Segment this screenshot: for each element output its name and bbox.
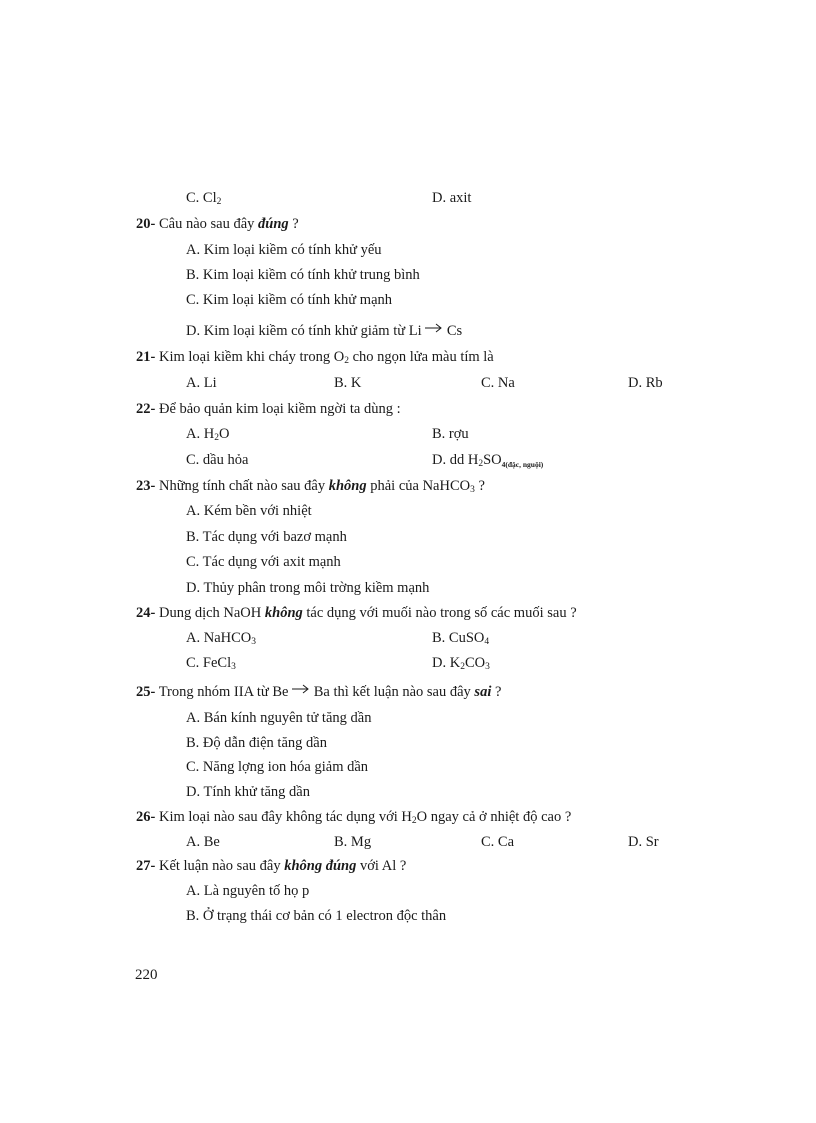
q19-option-c: C. $Cl_2$: [186, 190, 222, 207]
q26-option-d: D. Sr: [628, 834, 659, 850]
q24-option-c: C. FeCl$_3$: [186, 655, 236, 672]
q24-question: 24- Dung dịch NaOH không tác dụng với muối nào trong số các muối sau ?: [136, 605, 577, 621]
q19-option-d: D. axit: [432, 190, 472, 206]
q21-option-c: C. Na: [481, 375, 515, 391]
q21-question: 21- Kim loại kiềm khi cháy trong $O_2$ cho ngọn lửa màu tím là: [136, 349, 494, 366]
q22-option-b: B. rợu: [432, 426, 469, 442]
q23-option-d: D. Thủy phân trong môi trờng kiềm mạnh: [186, 580, 430, 596]
q22-question: 22- Để bảo quản kim loại kiềm ngời ta dùng :: [136, 401, 401, 417]
q21-option-a: A. Li: [186, 375, 217, 391]
q26-question: 26- Kim loại nào sau đây không tác dụng với $H_2O$ ngay cả ở nhiệt độ cao ?: [136, 809, 572, 826]
q25-option-b: B. Độ dẫn điện tăng dần: [186, 735, 327, 751]
q22-option-a: A. $H_2O$: [186, 426, 230, 443]
q25-question: 25- Trong nhóm IIA từ Be Ba thì kết luận nào sau đây sai ?: [136, 684, 502, 700]
q24-option-a: A. NaHCO$_3$: [186, 630, 256, 647]
q22-option-c: C. dầu hỏa: [186, 452, 249, 468]
q23-option-c: C. Tác dụng với axit mạnh: [186, 554, 341, 570]
q20-option-c: C. Kim loại kiềm có tính khử mạnh: [186, 292, 393, 308]
q27-question: 27- Kết luận nào sau đây không đúng với Al ?: [136, 858, 407, 874]
q20-option-d: D. Kim loại kiềm có tính khử giảm từ Li Cs: [186, 323, 463, 339]
page-number: 220: [135, 967, 158, 983]
q24-option-b: B. CuSO$_4$: [432, 630, 490, 647]
q20-option-b: B. Kim loại kiềm có tính khử trung bình: [186, 267, 420, 283]
q21-option-b: B. K: [334, 375, 362, 391]
q23-question: 23- Những tính chất nào sau đây không phải của NaHCO$_3$ ?: [136, 478, 485, 495]
q23-option-b: B. Tác dụng với bazơ mạnh: [186, 529, 347, 545]
q26-option-c: C. Ca: [481, 834, 515, 850]
q27-option-b: B. Ở trạng thái cơ bản có 1 electron độc thân: [186, 908, 447, 924]
q26-option-a: A. Be: [186, 834, 220, 850]
q26-option-b: B. Mg: [334, 834, 372, 850]
q21-option-d: D. Rb: [628, 375, 663, 391]
q23-option-a: A. Kém bền với nhiệt: [186, 503, 312, 519]
right-arrow-icon: [425, 323, 443, 333]
right-arrow-icon: [292, 684, 310, 694]
q25-option-d: D. Tính khử tăng dần: [186, 784, 310, 800]
q20-option-a: A. Kim loại kiềm có tính khử yếu: [186, 242, 382, 258]
q27-option-a: A. Là nguyên tố họ p: [186, 883, 310, 899]
q25-option-c: C. Năng lợng ion hóa giảm dần: [186, 759, 369, 775]
q25-option-a: A. Bán kính nguyên tử tăng dần: [186, 710, 372, 726]
q24-option-d: D. $K_2CO_3$: [432, 655, 490, 672]
q22-option-d: D. dd $H_2SO_{4(đặc, nguội)}$: [432, 452, 544, 469]
q20-question: 20- Câu nào sau đây đúng ?: [136, 216, 299, 232]
